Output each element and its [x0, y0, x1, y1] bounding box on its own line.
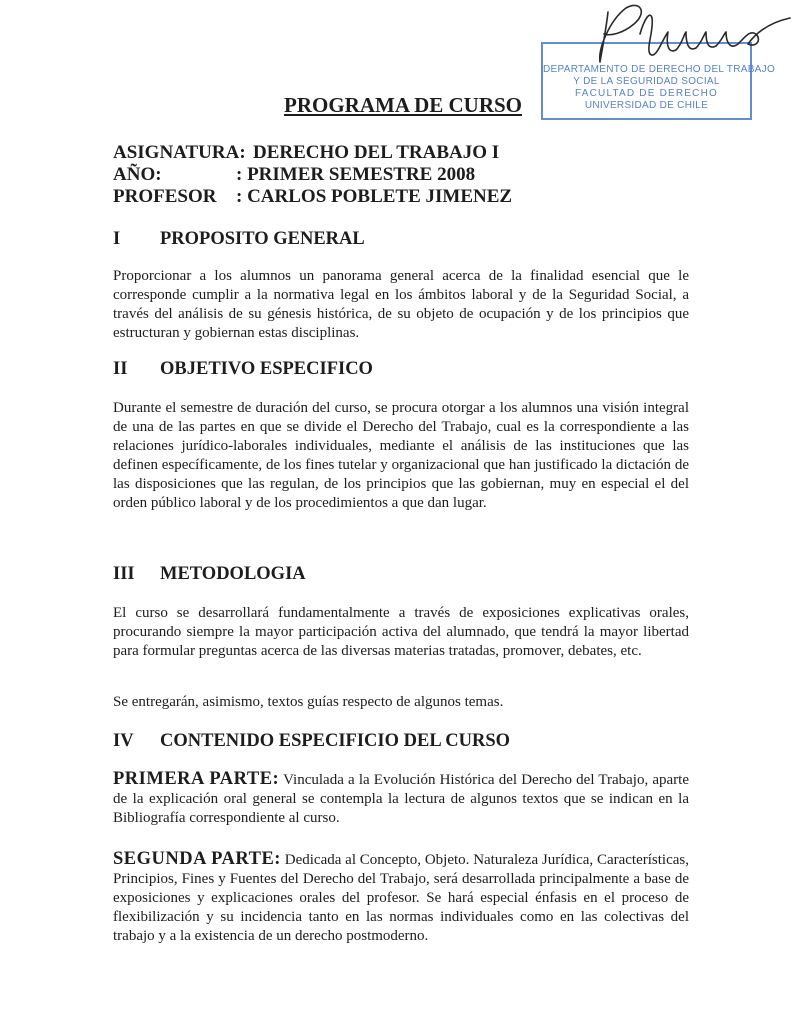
section-title: CONTENIDO ESPECIFICIO DEL CURSO: [160, 731, 511, 751]
year-label: AÑO:: [113, 164, 162, 185]
section-title: OBJETIVO ESPECIFICO: [160, 359, 373, 379]
professor-value: : CARLOS POBLETE JIMENEZ: [236, 186, 513, 207]
course-part: [113, 850, 689, 946]
subject-label: ASIGNATURA:: [113, 142, 246, 163]
part-text: Dedicada al Concepto, Objeto. Naturaleza Jurídica, Características, Principios, Fines y Fuentes del Derecho del Trabajo, será desarrollada principalmente a base de exposiciones y explicaciones orales del profesor. Se hará especial énfasis en el proceso de flexibilización y su incidencia tanto en las normas individuales como en las colectivas del trabajo y a la existencia de un derecho postmoderno.: [113, 852, 689, 944]
part-label: SEGUNDA PARTE:: [113, 849, 281, 869]
section-number: IV: [113, 731, 134, 751]
section-paragraph: Durante el semestre de duración del curso, se procura otorgar a los alumnos una visión integral de una de las partes en que se divide el Derecho del Trabajo, cual es la correspondiente a las relaciones jurídico-laborales individuales, mediante el análisis de las instituciones que las definen específicamente, de los fines tutelar y organizacional que han justificado la dictación de las disposiciones que las regulan, de los principios que las gobiernan, muy en especial el del orden público laboral y de los procedimientos a que dan lugar.: [113, 400, 689, 511]
section-title: METODOLOGIA: [160, 564, 306, 584]
stamp-line: Y DE LA SEGURIDAD SOCIAL: [573, 76, 720, 87]
section-number: II: [113, 359, 128, 379]
year-value: : PRIMER SEMESTRE 2008: [236, 164, 476, 185]
page-title: PROGRAMA DE CURSO: [284, 93, 523, 117]
handwritten-signature: [570, 0, 795, 70]
subject-value: DERECHO DEL TRABAJO I: [253, 142, 500, 163]
section-number: I: [113, 229, 121, 249]
stamp-line: UNIVERSIDAD DE CHILE: [584, 100, 709, 111]
stamp-line: FACULTAD DE DERECHO: [574, 88, 718, 99]
professor-label: PROFESOR: [113, 186, 217, 207]
section-paragraph: Se entregarán, asimismo, textos guías respecto de algunos temas.: [113, 694, 504, 710]
section-title: PROPOSITO GENERAL: [160, 229, 365, 249]
part-label: PRIMERA PARTE:: [113, 769, 280, 789]
section-number: III: [113, 564, 135, 584]
section-paragraph: Proporcionar a los alumnos un panorama general acerca de la finalidad esencial que le corresponde cumplir a la normativa legal en los ámbitos laboral y de la Seguridad Social, a través del análisis de su génesis histórica, de su objeto de ocupación y de los principios que estructuran y gobiernan estas disciplinas.: [113, 268, 689, 341]
part-text: Vinculada a la Evolución Histórica del Derecho del Trabajo, aparte de la explicación oral general se contempla la lectura de algunos textos que se indican en la Bibliografía correspondiente al curso.: [113, 772, 690, 826]
course-part: [113, 770, 689, 828]
section-paragraph: El curso se desarrollará fundamentalmente a través de exposiciones explicativas orales, procurando siempre la mayor participación activa del alumnado, que tendrá la mayor libertad para formular preguntas acerca de las diversas materias tratadas, promover, debates, etc.: [113, 605, 689, 659]
stamp-line: DEPARTAMENTO DE DERECHO DEL TRABAJO: [543, 64, 776, 75]
